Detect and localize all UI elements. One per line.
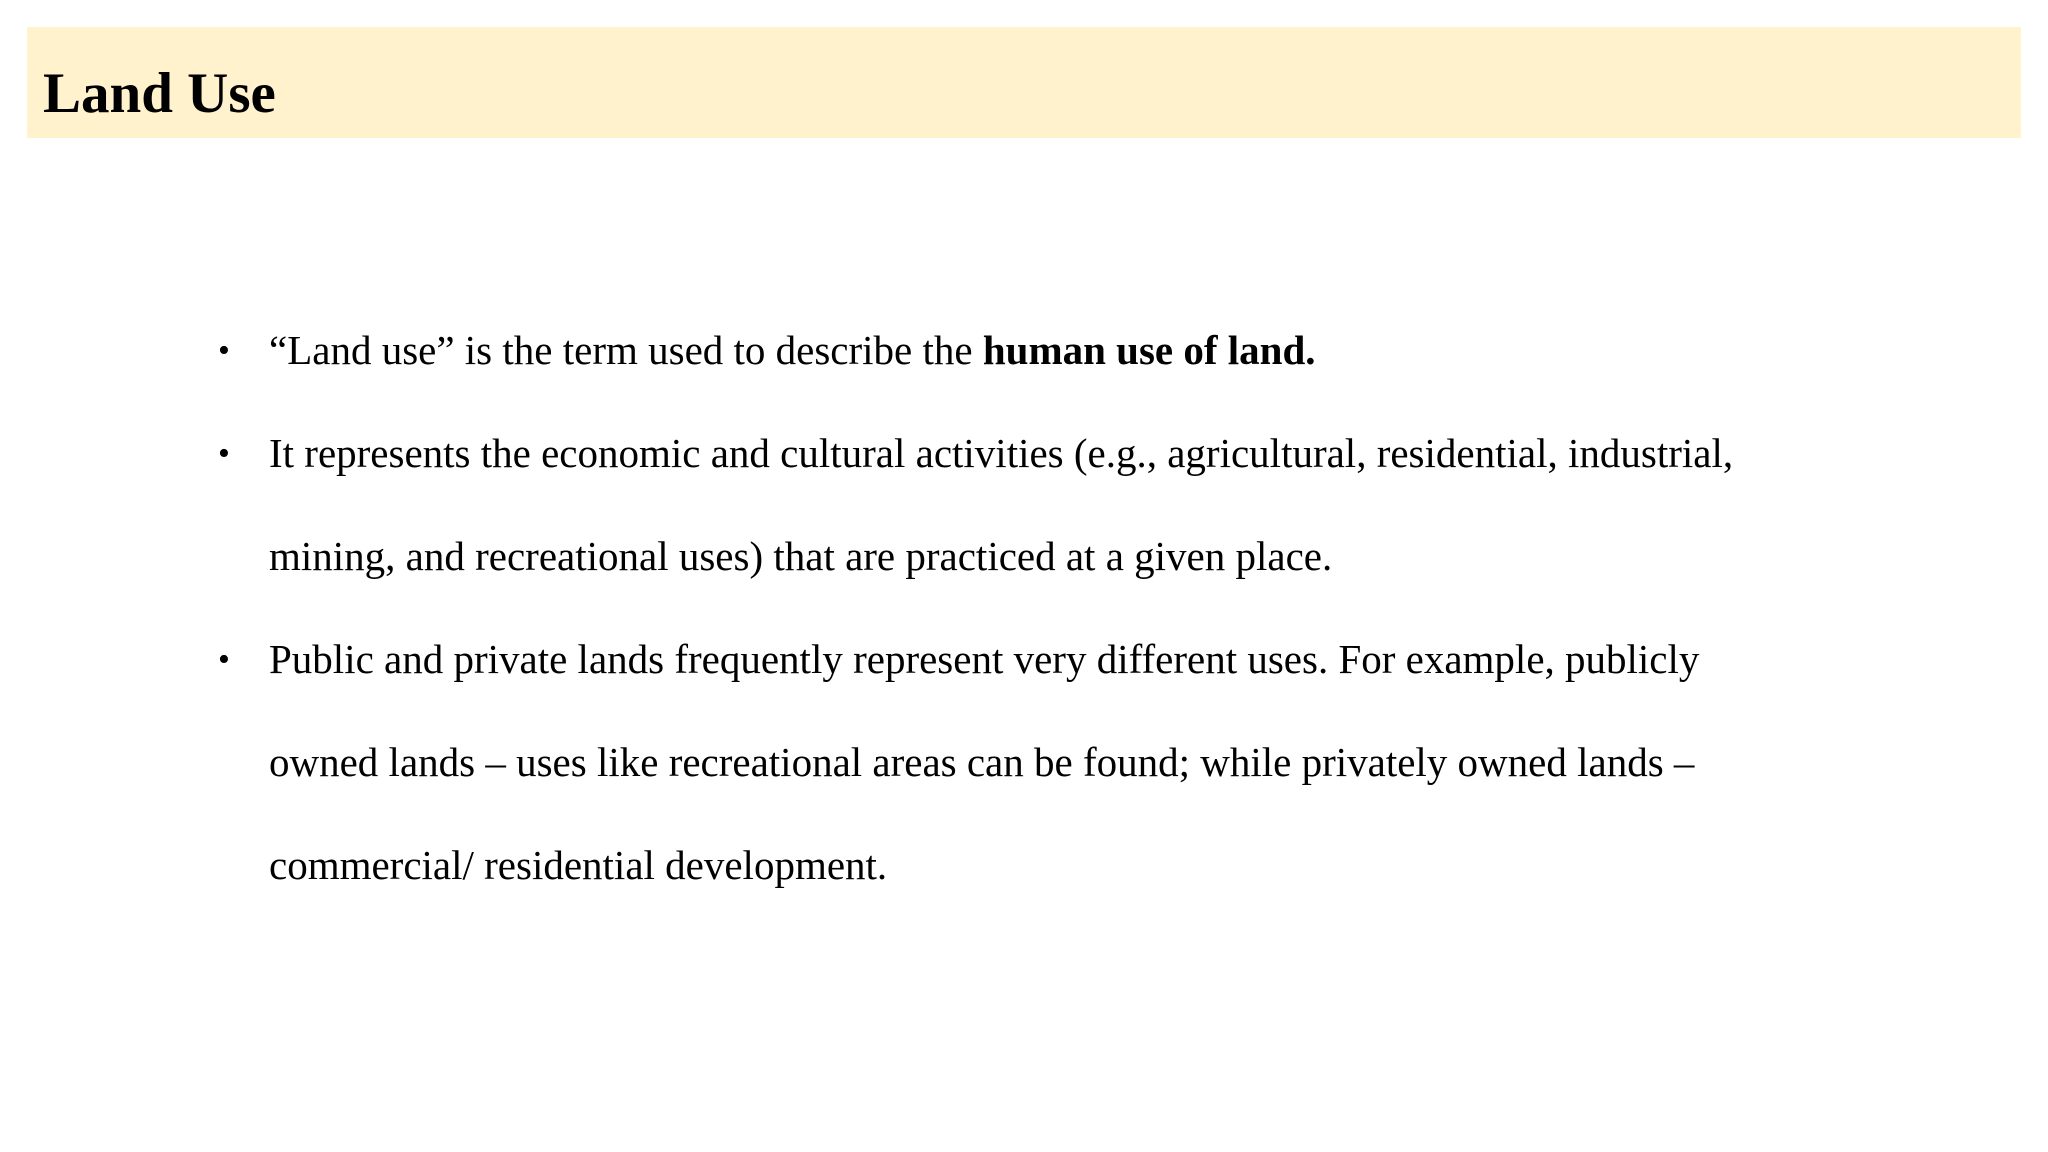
- bullet-3-line-3: commercial/ residential development.: [269, 842, 888, 888]
- bullet-marker: •: [218, 435, 230, 472]
- slide-title: Land Use: [43, 62, 276, 125]
- bullet-1-line-1: [269, 327, 1316, 373]
- bullet-1-emphasis: human use of land.: [982, 327, 1316, 373]
- bullet-3-line-1: Public and private lands frequently represent very different uses. For example, publicly: [269, 636, 1700, 682]
- bullet-2-line-1: It represents the economic and cultural activities (e.g., agricultural, residential, industrial,: [269, 430, 1734, 476]
- bullet-marker: •: [218, 332, 230, 369]
- bullet-2-line-2: mining, and recreational uses) that are practiced at a given place.: [269, 533, 1333, 579]
- bullet-3-line-2: owned lands – uses like recreational areas can be found; while privately owned lands –: [269, 739, 1695, 785]
- bullet-1-text: “Land use” is the term used to describe the: [269, 327, 983, 373]
- bullet-marker: •: [218, 641, 230, 678]
